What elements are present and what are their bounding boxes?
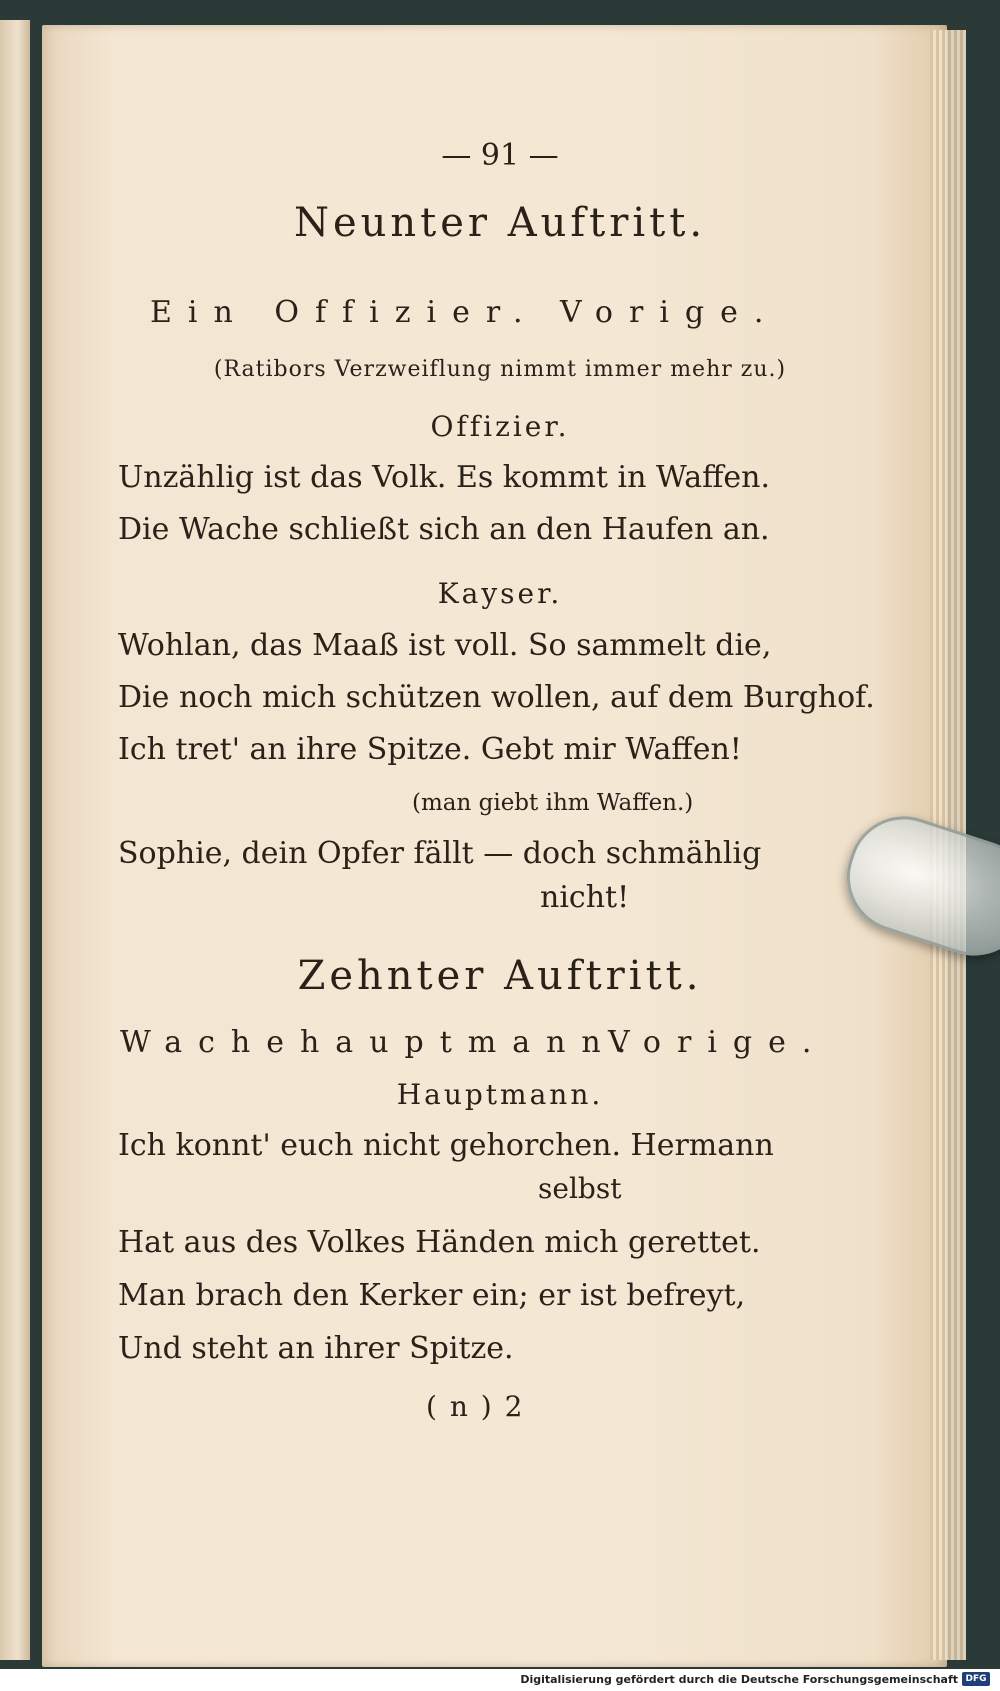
stage-direction: (Ratibors Verzweiflung nimmt immer mehr zu.)	[213, 357, 787, 382]
previous-page-edge	[0, 20, 30, 1660]
footer-bar	[0, 1669, 1000, 1691]
signature-mark: ( n ) 2	[426, 1390, 525, 1423]
scene-roles-left: Wachehauptmann.	[120, 1025, 643, 1060]
verse-line: Ich tret' an ihre Spitze. Gebt mir Waffen!	[118, 732, 742, 767]
speaker-name: Hauptmann.	[396, 1078, 604, 1111]
verse-line: Und steht an ihrer Spitze.	[118, 1331, 514, 1366]
speaker-name: Kayser.	[437, 577, 563, 610]
speaker-name: Offizier.	[430, 410, 570, 443]
verse-line-continuation: nicht!	[540, 880, 630, 915]
scene-roles-right: Vorige.	[608, 1025, 828, 1060]
verse-line: Unzählig ist das Volk. Es kommt in Waffen.	[118, 460, 771, 495]
verse-line-continuation: selbst	[538, 1172, 622, 1205]
verse-line: Ich konnt' euch nicht gehorchen. Hermann	[118, 1128, 774, 1163]
verse-line: Die noch mich schützen wollen, auf dem Burghof.	[118, 680, 875, 715]
verse-line: Wohlan, das Maaß ist voll. So sammelt die,	[118, 628, 772, 663]
dfg-logo: DFG	[962, 1672, 990, 1686]
scene-heading-9: Neunter Auftritt.	[293, 200, 707, 246]
scene-roles-left: Ein Offizier.	[150, 295, 539, 330]
verse-line: Hat aus des Volkes Händen mich gerettet.	[118, 1225, 761, 1260]
scene-heading-10: Zehnter Auftritt.	[297, 953, 703, 999]
stage-direction: (man giebt ihm Waffen.)	[412, 790, 694, 816]
digitization-credit: Digitalisierung gefördert durch die Deutsche Forschungsgemeinschaft	[520, 1673, 958, 1686]
verse-line: Die Wache schließt sich an den Haufen an.	[118, 512, 770, 547]
verse-line: Man brach den Kerker ein; er ist befreyt,	[118, 1278, 746, 1313]
scene-roles-right: Vorige.	[560, 295, 780, 330]
verse-line: Sophie, dein Opfer fällt — doch schmählig	[118, 836, 762, 871]
page-number: — 91 —	[441, 138, 559, 173]
